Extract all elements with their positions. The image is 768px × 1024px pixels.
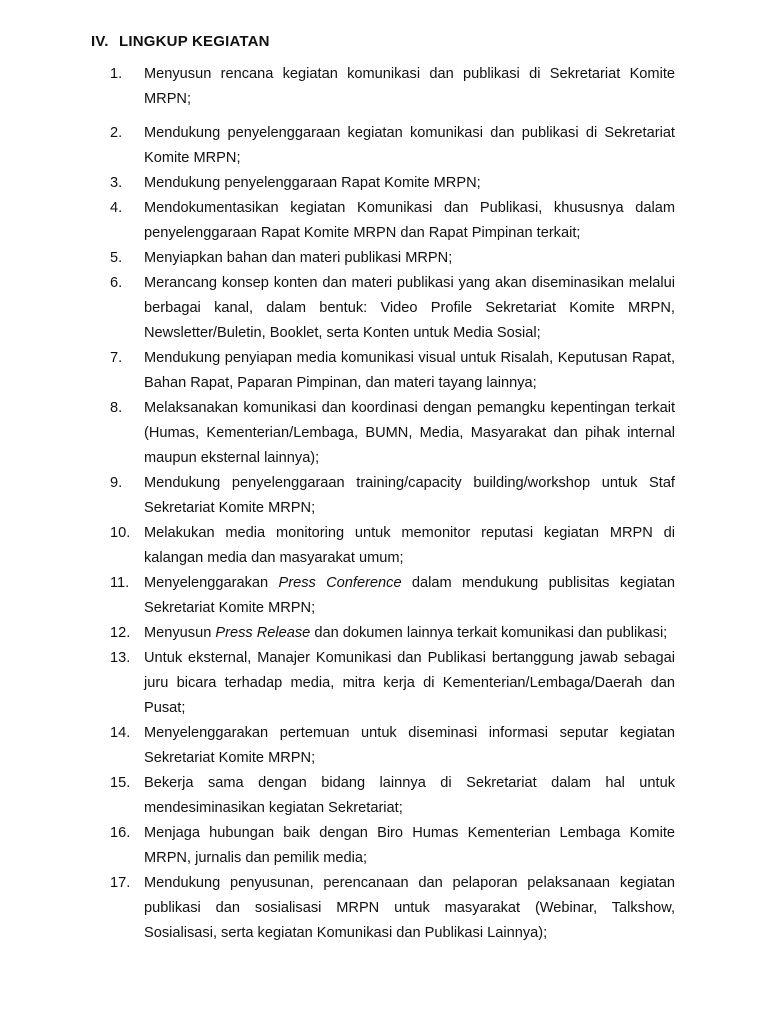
- list-item-number: 16.: [110, 825, 131, 841]
- list-item-text: Menyusun rencana kegiatan komunikasi dan publikasi di Sekretariat Komite MRPN;: [144, 66, 675, 107]
- list-item-text: Menjaga hubungan baik dengan Biro Humas Kementerian Lembaga Komite MRPN, jurnalis dan pemilik media;: [144, 825, 675, 866]
- list-item: [110, 821, 675, 871]
- section-title: LINGKUP KEGIATAN: [119, 33, 270, 50]
- list-item: [110, 271, 675, 346]
- list-item-number: 4.: [110, 200, 123, 216]
- list-item: [110, 396, 675, 471]
- list-item: [110, 521, 675, 571]
- list-item-text-part: dalam mendukung publisitas kegiatan Sekretariat Komite MRPN;: [144, 575, 676, 616]
- list-item-number: 6.: [110, 275, 123, 291]
- list-item-number: 1.: [110, 66, 123, 82]
- list-item: [110, 246, 675, 271]
- list-item-number: 3.: [110, 175, 123, 191]
- list-item-text-part: dan dokumen lainnya terkait komunikasi dan publikasi;: [310, 625, 668, 641]
- list-item-number: 13.: [110, 650, 131, 666]
- list-item-number: 14.: [110, 725, 131, 741]
- list-item: [110, 571, 675, 621]
- list-item-text: Menyelenggarakan pertemuan untuk diseminasi informasi seputar kegiatan Sekretariat Komite MRPN;: [144, 725, 675, 766]
- list-item: [110, 121, 675, 171]
- list-item-number: 5.: [110, 250, 123, 266]
- list-item-text: Melakukan media monitoring untuk memonitor reputasi kegiatan MRPN di kalangan media dan masyarakat umum;: [144, 525, 675, 566]
- list-item-number: 10.: [110, 525, 131, 541]
- list-item: [110, 771, 675, 821]
- list-item-emphasis: Press Release: [215, 625, 311, 641]
- list-item-emphasis: Press Conference: [278, 575, 402, 591]
- list-item-text-part: Menyelenggarakan: [144, 575, 279, 591]
- list-item: [110, 721, 675, 771]
- list-item-text: Bekerja sama dengan bidang lainnya di Sekretariat dalam hal untuk mendesiminasikan kegiatan Sekretariat;: [144, 775, 675, 816]
- list-item-text: Merancang konsep konten dan materi publikasi yang akan diseminasikan melalui berbagai kanal, dalam bentuk: Video Profile Sekretariat Komite MRPN, Newsletter/Buletin, Booklet, serta Konten untuk Media Sosial;: [144, 275, 675, 341]
- list-item: [110, 621, 675, 646]
- activity-scope-list: [110, 62, 675, 946]
- list-item-text: Melaksanakan komunikasi dan koordinasi dengan pemangku kepentingan terkait (Humas, Kementerian/Lembaga, BUMN, Media, Masyarakat dan pihak internal maupun eksternal lainnya);: [144, 400, 675, 466]
- list-item: [110, 196, 675, 246]
- list-item: [110, 171, 675, 196]
- list-item-number: 15.: [110, 775, 131, 791]
- list-item-text: Mendukung penyusunan, perencanaan dan pelaporan pelaksanaan kegiatan publikasi dan sosialisasi MRPN untuk masyarakat (Webinar, Talkshow, Sosialisasi, serta kegiatan Komunikasi dan Publikasi Lainnya);: [144, 875, 675, 941]
- list-item-number: 7.: [110, 350, 123, 366]
- list-item-text: Mendukung penyelenggaraan kegiatan komunikasi dan publikasi di Sekretariat Komite MRPN;: [144, 125, 675, 166]
- list-item-text: Mendukung penyiapan media komunikasi visual untuk Risalah, Keputusan Rapat, Bahan Rapat, Paparan Pimpinan, dan materi tayang lainnya;: [144, 350, 675, 391]
- list-item-text: Mendukung penyelenggaraan training/capacity building/workshop untuk Staf Sekretariat Komite MRPN;: [144, 475, 675, 516]
- section-number: IV.: [91, 33, 109, 50]
- list-item-text: [144, 621, 675, 646]
- list-item-text: Mendokumentasikan kegiatan Komunikasi dan Publikasi, khususnya dalam penyelenggaraan Rapat Komite MRPN dan Rapat Pimpinan terkait;: [144, 200, 675, 241]
- list-item-number: 9.: [110, 475, 123, 491]
- list-item-number: 17.: [110, 875, 131, 891]
- list-item: [110, 646, 675, 721]
- section-heading: [91, 33, 270, 50]
- list-item-text-part: Menyusun: [144, 625, 216, 641]
- list-item: [110, 62, 675, 112]
- list-item-number: 12.: [110, 625, 131, 641]
- list-item-text: Untuk eksternal, Manajer Komunikasi dan Publikasi bertanggung jawab sebagai juru bicara terhadap media, mitra kerja di Kementerian/Lembaga/Daerah dan Pusat;: [144, 650, 675, 716]
- list-item: [110, 471, 675, 521]
- list-item-text: Menyiapkan bahan dan materi publikasi MRPN;: [144, 250, 453, 266]
- list-item-text: [144, 571, 675, 621]
- list-item-number: 11.: [110, 575, 130, 591]
- list-item-number: 8.: [110, 400, 123, 416]
- list-item: [110, 346, 675, 396]
- list-item-text: Mendukung penyelenggaraan Rapat Komite MRPN;: [144, 175, 481, 191]
- list-item-number: 2.: [110, 125, 123, 141]
- list-item: [110, 871, 675, 946]
